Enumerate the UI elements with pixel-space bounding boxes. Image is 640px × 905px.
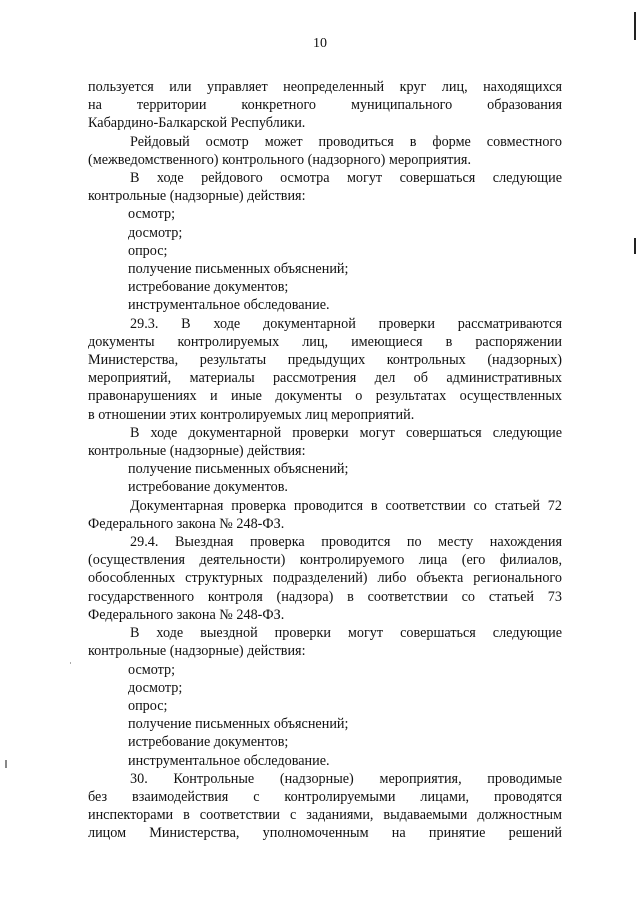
list-item: истребование документов; bbox=[128, 734, 289, 751]
text-line: Федерального закона № 248-ФЗ. bbox=[88, 515, 285, 532]
list-item: получение письменных объяснений; bbox=[128, 716, 349, 733]
page-number: 10 bbox=[313, 36, 327, 51]
list-item: досмотр; bbox=[128, 224, 183, 241]
text-line: В ходе документарной проверки могут совершаться следующие bbox=[130, 424, 562, 441]
scan-edge-mark bbox=[634, 238, 636, 254]
text-line: Федерального закона № 248-ФЗ. bbox=[88, 606, 285, 623]
text-line: без взаимодействия с контролируемыми лицами, проводятся bbox=[88, 788, 562, 805]
text-line: государственного контроля (надзора) в соответствии со статьей 73 bbox=[88, 588, 562, 605]
text-line: контрольные (надзорные) действия: bbox=[88, 188, 306, 205]
text-line: Документарная проверка проводится в соответствии со статьей 72 bbox=[130, 497, 562, 514]
document-body bbox=[88, 78, 562, 843]
text-line: в отношении этих контролируемых лиц мероприятий. bbox=[88, 406, 415, 423]
text-line: (межведомственного) контрольного (надзорного) мероприятия. bbox=[88, 151, 472, 168]
text-line: (осуществления деятельности) контролируемого лица (его филиалов, bbox=[88, 552, 562, 569]
list-item: истребование документов; bbox=[128, 279, 289, 296]
text-line: контрольные (надзорные) действия: bbox=[88, 443, 306, 460]
list-item: инструментальное обследование. bbox=[128, 752, 330, 769]
text-line: пользуется или управляет неопределенный круг лиц, находящихся bbox=[88, 79, 562, 95]
text-line: 30. Контрольные (надзорные) мероприятия, проводимые bbox=[130, 770, 562, 787]
list-item: опрос; bbox=[128, 697, 168, 714]
text-line: 29.4. Выездная проверка проводится по месту нахождения bbox=[130, 534, 562, 551]
text-line: 29.3. В ходе документарной проверки рассматриваются bbox=[130, 315, 562, 332]
text-line: мероприятий, материалы рассмотрения дел об административных bbox=[88, 370, 562, 387]
text-line: Кабардино-Балкарской Республики. bbox=[88, 115, 306, 132]
text-line: на территории конкретного муниципального образования bbox=[88, 97, 562, 114]
text-line: обособленных структурных подразделений) либо объекта регионального bbox=[88, 570, 562, 587]
text-line: правонарушениях и иные документы о результатах осуществленных bbox=[88, 388, 562, 405]
list-item: инструментальное обследование. bbox=[128, 297, 330, 314]
text-line: В ходе выездной проверки могут совершаться следующие bbox=[130, 625, 562, 642]
text-line: В ходе рейдового осмотра могут совершаться следующие bbox=[130, 170, 562, 187]
list-item: осмотр; bbox=[128, 206, 176, 223]
scan-speck bbox=[70, 662, 71, 664]
list-item: истребование документов. bbox=[128, 479, 288, 496]
text-line: контрольные (надзорные) действия: bbox=[88, 643, 306, 660]
text-line: документы контролируемых лиц, имеющиеся в распоряжении bbox=[88, 333, 562, 350]
list-item: получение письменных объяснений; bbox=[128, 461, 349, 478]
list-item: опрос; bbox=[128, 242, 168, 259]
text-line: Министерства, результаты предыдущих контрольных (надзорных) bbox=[88, 352, 562, 369]
list-item: осмотр; bbox=[128, 661, 176, 678]
scan-speck bbox=[5, 760, 7, 768]
text-line: инспекторами в соответствии с заданиями, выдаваемыми должностным bbox=[88, 807, 562, 824]
list-item: досмотр; bbox=[128, 679, 183, 696]
text-line: лицом Министерства, уполномоченным на принятие решений bbox=[88, 825, 562, 842]
list-item: получение письменных объяснений; bbox=[128, 261, 349, 278]
text-line: Рейдовый осмотр может проводиться в форме совместного bbox=[130, 133, 562, 150]
